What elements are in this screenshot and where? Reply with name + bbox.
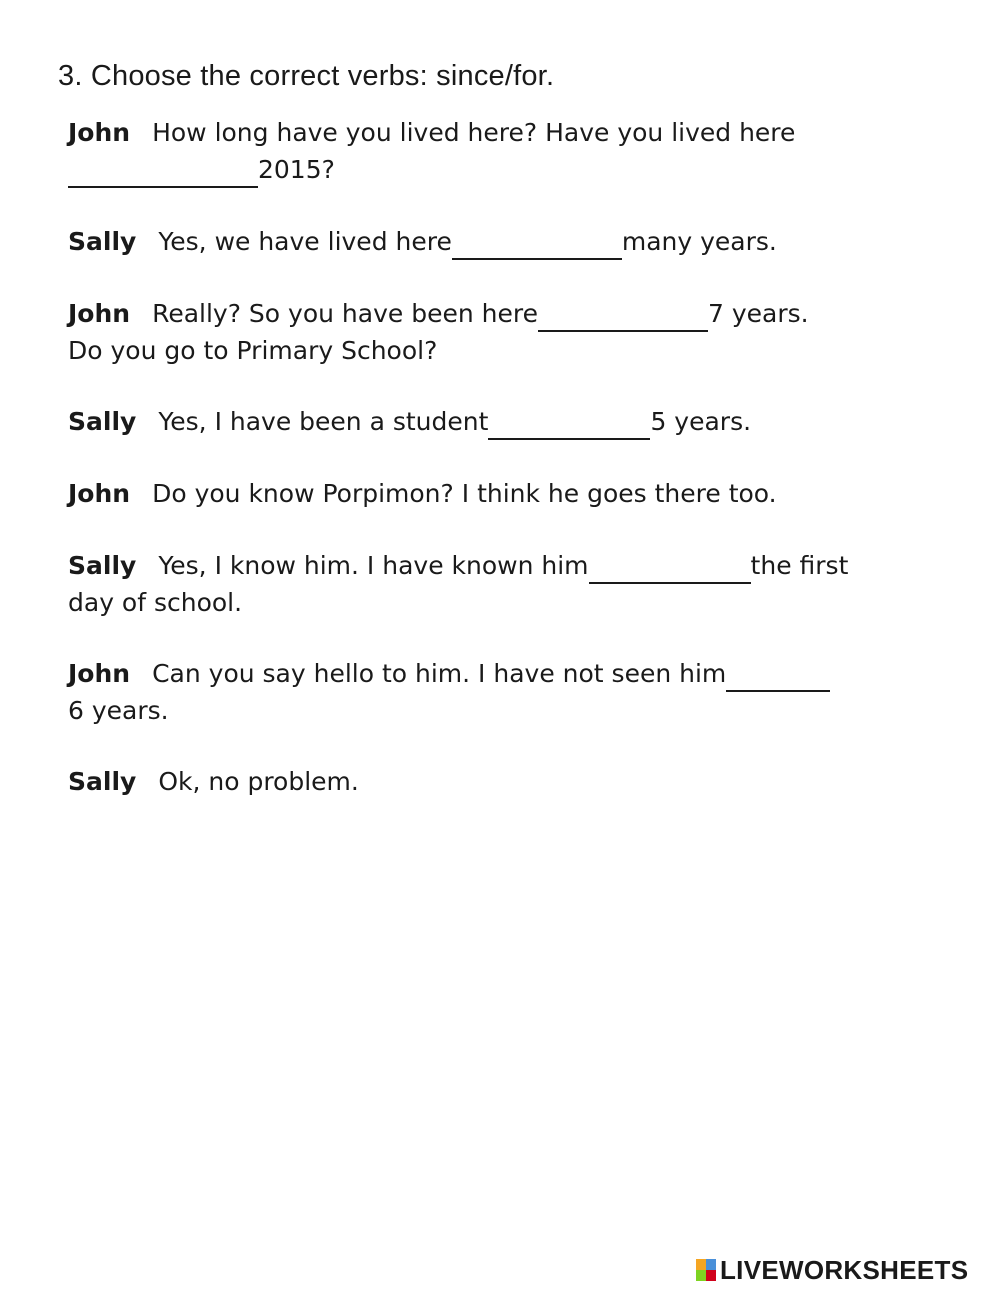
dialogue-line-7	[68, 659, 830, 692]
dialogue-text: Do you know Porpimon? I think he goes there too.	[152, 479, 777, 508]
speaker-name: John	[68, 479, 131, 508]
answer-blank-2[interactable]	[452, 230, 622, 260]
speaker-name: Sally	[68, 227, 137, 256]
dialogue-text: 7 years.	[707, 299, 809, 328]
dialogue-text: the first	[750, 551, 849, 580]
dialogue-text: many years.	[621, 227, 777, 256]
answer-blank-4[interactable]	[488, 410, 650, 440]
dialogue-line-1-continued	[68, 155, 335, 188]
dialogue-text: Yes, I know him. I have known him	[158, 551, 589, 580]
dialogue-line-4	[68, 407, 751, 440]
speaker-name: Sally	[68, 551, 137, 580]
dialogue-text: 5 years.	[650, 407, 752, 436]
speaker-name: John	[68, 299, 131, 328]
answer-blank-3[interactable]	[538, 302, 708, 332]
dialogue-text: Really? So you have been here	[152, 299, 538, 328]
speaker-name: John	[68, 118, 131, 147]
dialogue-line-1	[68, 118, 795, 148]
dialogue-line-3-continued	[68, 336, 437, 366]
dialogue-line-6	[68, 551, 848, 584]
dialogue-text: 2015?	[258, 155, 335, 184]
answer-blank-1[interactable]	[68, 158, 258, 188]
speaker-name: Sally	[68, 767, 137, 796]
liveworksheets-logo[interactable]	[696, 1255, 968, 1285]
dialogue-line-2	[68, 227, 777, 260]
answer-blank-5[interactable]	[589, 554, 751, 584]
dialogue-line-3	[68, 299, 809, 332]
logo-text: LIVEWORKSHEETS	[720, 1254, 969, 1285]
dialogue-text: Yes, I have been a student	[158, 407, 489, 436]
dialogue-line-7-continued	[68, 696, 169, 726]
dialogue-line-5	[68, 479, 777, 509]
dialogue-text: Do you go to Primary School?	[68, 336, 438, 365]
liveworksheets-logo-icon	[696, 1259, 716, 1281]
speaker-name: Sally	[68, 407, 137, 436]
dialogue-text: Ok, no problem.	[158, 767, 359, 796]
worksheet-title: 3. Choose the correct verbs: since/for.	[58, 60, 555, 92]
dialogue-text: Yes, we have lived here	[158, 227, 452, 256]
dialogue-line-8	[68, 767, 359, 797]
dialogue-text: How long have you lived here? Have you lived here	[152, 118, 796, 147]
dialogue-line-6-continued	[68, 588, 242, 618]
dialogue-text: day of school.	[68, 588, 243, 617]
speaker-name: John	[68, 659, 131, 688]
dialogue-text: 6 years.	[68, 696, 169, 725]
dialogue-text: Can you say hello to him. I have not seen him	[152, 659, 727, 688]
answer-blank-6[interactable]	[726, 662, 830, 692]
